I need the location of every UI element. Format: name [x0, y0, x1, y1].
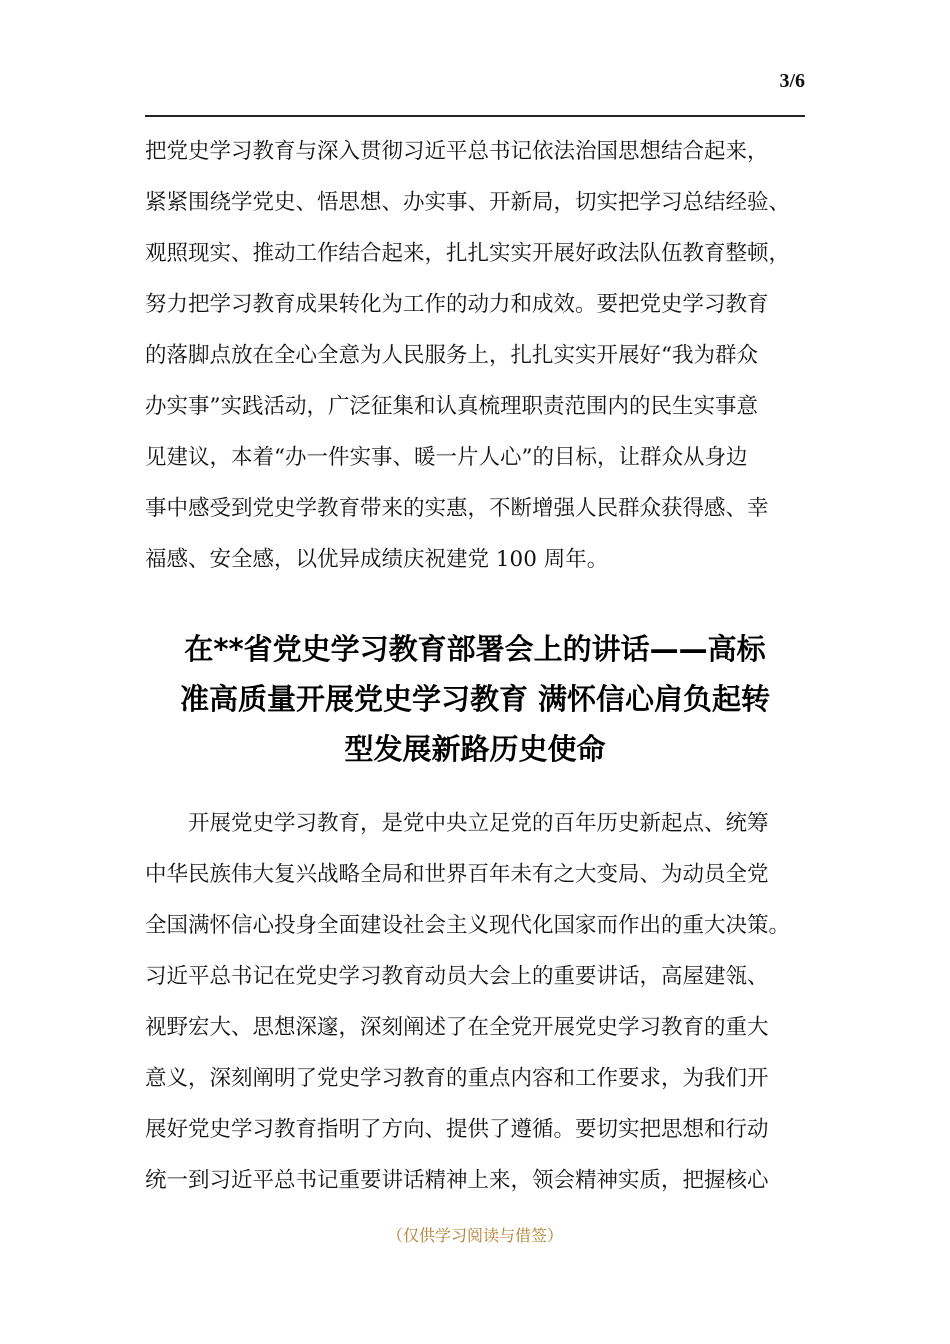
body-paragraph-2 — [145, 798, 825, 1206]
heading-line: 型发展新路历史使命 — [344, 732, 606, 766]
text-line: 观照现实、推动工作结合起来，扎扎实实开展好政法队伍教育整顿， — [145, 241, 791, 266]
section-heading — [145, 624, 805, 774]
text-line: 事中感受到党史学教育带来的实惠，不断增强人民群众获得感、幸 — [145, 496, 769, 521]
text-line: 统一到习近平总书记重要讲话精神上来，领会精神实质，把握核心 — [145, 1168, 769, 1193]
text-line: 办实事”实践活动，广泛征集和认真梳理职责范围内的民生实事意 — [145, 394, 758, 419]
text-line: 紧紧围绕学党史、悟思想、办实事、开新局，切实把学习总结经验、 — [145, 190, 791, 215]
page-header — [145, 60, 805, 117]
text-line: 的落脚点放在全心全意为人民服务上，扎扎实实开展好“我为群众 — [145, 343, 758, 368]
page-number: 3/6 — [779, 70, 805, 92]
text-line: 把党史学习教育与深入贯彻习近平总书记依法治国思想结合起来， — [145, 139, 769, 164]
text-line: 视野宏大、思想深邃，深刻阐述了在全党开展党史学习教育的重大 — [145, 1015, 769, 1040]
heading-line: 准高质量开展党史学习教育 满怀信心肩负起转 — [179, 682, 771, 716]
text-line: 展好党史学习教育指明了方向、提供了遵循。要切实把思想和行动 — [145, 1117, 769, 1142]
text-line: 意义，深刻阐明了党史学习教育的重点内容和工作要求，为我们开 — [145, 1066, 769, 1091]
text-line: 见建议，本着“办一件实事、暖一片人心”的目标，让群众从身边 — [145, 445, 748, 470]
text-line: 开展党史学习教育，是党中央立足党的百年历史新起点、统筹 — [145, 811, 769, 836]
heading-line: 在**省党史学习教育部署会上的讲话——高标 — [184, 632, 766, 666]
text-line: 福感、安全感，以优异成绩庆祝建党 100 周年。 — [145, 547, 609, 572]
text-line: 全国满怀信心投身全面建设社会主义现代化国家而作出的重大决策。 — [145, 913, 791, 938]
text-line: 习近平总书记在党史学习教育动员大会上的重要讲话，高屋建瓴、 — [145, 964, 769, 989]
text-line: 努力把学习教育成果转化为工作的动力和成效。要把党史学习教育 — [145, 292, 769, 317]
body-paragraph-1 — [145, 126, 825, 585]
footer-note: （仅供学习阅读与借签） — [386, 1226, 563, 1245]
text-line: 中华民族伟大复兴战略全局和世界百年未有之大变局、为动员全党 — [145, 862, 769, 887]
